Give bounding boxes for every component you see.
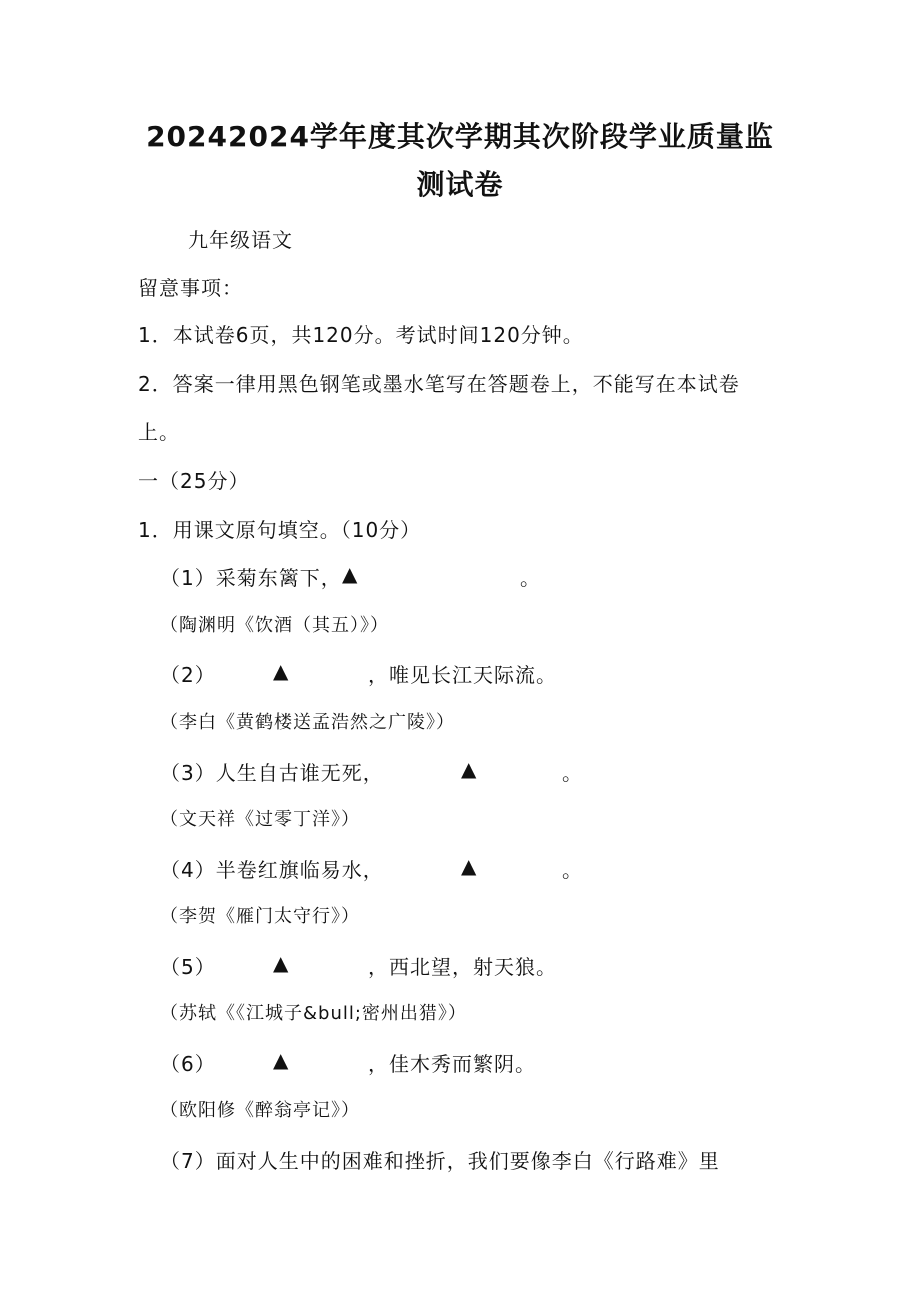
blank-marker: ▲ <box>273 659 289 683</box>
fill-item-2-source: （李白《黄鹤楼送孟浩然之广陵》） <box>160 712 455 733</box>
blank-marker: ▲ <box>461 854 477 878</box>
blank-marker: ▲ <box>273 1048 289 1072</box>
fill-item-6-source: （欧阳修《醉翁亭记》） <box>160 1100 360 1121</box>
fill-item-5-end: ，西北望，射天狼。 <box>368 955 557 979</box>
fill-item-4: （4）半卷红旗临易水， <box>160 858 384 882</box>
fill-item-3-end: 。 <box>562 761 583 785</box>
question-heading: 1．用课文原句填空。（10分） <box>138 518 422 542</box>
doc-title-line1: 20242024学年度其次学期其次阶段学业质量监 <box>146 120 774 153</box>
fill-item-6: （6） <box>160 1052 216 1076</box>
fill-item-5: （5） <box>160 955 216 979</box>
blank-marker: ▲ <box>461 757 477 781</box>
notes-item-1: 1．本试卷6页，共120分。考试时间120分钟。 <box>138 323 584 347</box>
fill-item-2: （2） <box>160 663 216 687</box>
fill-item-1: （1）采菊东篱下， <box>160 566 342 590</box>
fill-item-3-source: （文天祥《过零丁洋》） <box>160 809 360 830</box>
fill-item-6-end: ，佳木秀而繁阴。 <box>368 1052 536 1076</box>
fill-item-3: （3）人生自古谁无死， <box>160 761 384 785</box>
notes-heading: 留意事项： <box>138 276 243 300</box>
notes-item-2-cont: 上。 <box>138 420 180 444</box>
notes-item-2: 2．答案一律用黑色钢笔或墨水笔写在答题卷上，不能写在本试卷 <box>138 372 740 396</box>
fill-item-7: （7）面对人生中的困难和挫折，我们要像李白《行路难》里 <box>160 1149 720 1173</box>
blank-marker: ▲ <box>342 562 358 586</box>
blank-marker: ▲ <box>273 951 289 975</box>
fill-item-4-end: 。 <box>562 858 583 882</box>
fill-item-1-source: （陶渊明《饮酒（其五）》） <box>160 615 389 636</box>
fill-item-2-end: ，唯见长江天际流。 <box>368 663 557 687</box>
section-heading: 一（25分） <box>138 469 250 493</box>
doc-title-line2: 测试卷 <box>416 168 504 201</box>
fill-item-5-source: （苏轼《《江城子&bull;密州出猎》） <box>160 1003 467 1024</box>
fill-item-1-end: 。 <box>520 566 541 590</box>
fill-item-4-source: （李贺《雁门太守行》） <box>160 906 360 927</box>
subject-label: 九年级语文 <box>188 228 293 252</box>
